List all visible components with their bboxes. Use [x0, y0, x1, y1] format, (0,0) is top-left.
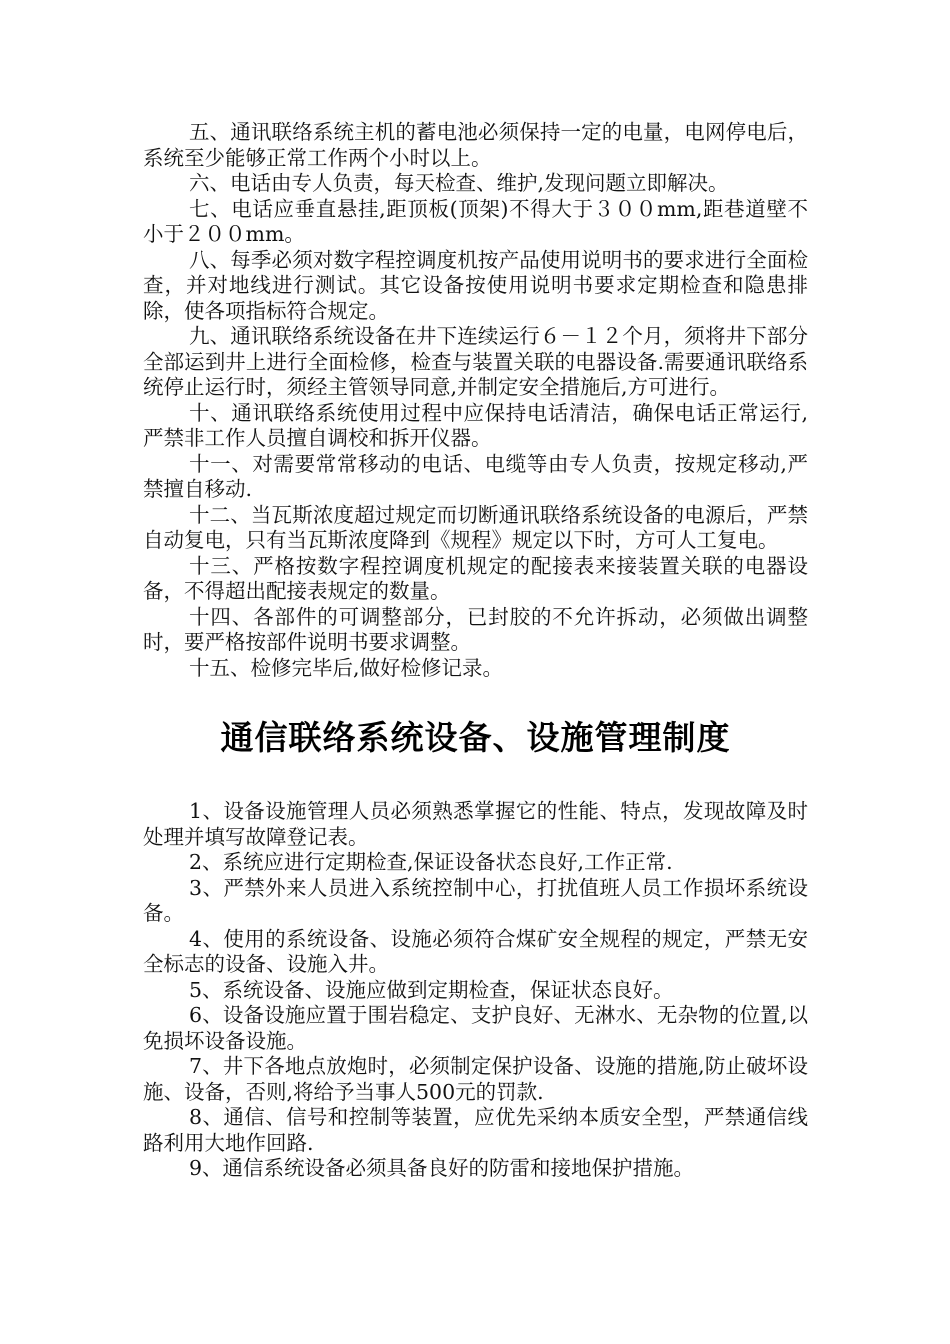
- paragraph: 十一、对需要常常移动的电话、电缆等由专人负责，按规定移动,严禁擅自移动.: [143, 451, 808, 501]
- paragraph: 3、严禁外来人员进入系统控制中心，打扰值班人员工作损坏系统设备。: [143, 875, 808, 925]
- paragraph: 7、井下各地点放炮时，必须制定保护设备、设施的措施,防止破坏设施、设备，否则,将给予当事人500元的罚款.: [143, 1054, 808, 1104]
- document-body: [143, 120, 808, 1182]
- paragraph: 八、每季必须对数字程控调度机按产品使用说明书的要求进行全面检查，并对地线进行测试。其它设备按使用说明书要求定期检查和隐患排除，使各项指标符合规定。: [143, 247, 808, 323]
- paragraph: 1、设备设施管理人员必须熟悉掌握它的性能、特点，发现故障及时处理并填写故障登记表。: [143, 799, 808, 849]
- paragraph: 8、通信、信号和控制等装置，应优先采纳本质安全型，严禁通信线路利用大地作回路.: [143, 1105, 808, 1155]
- paragraph: 6、设备设施应置于围岩稳定、支护良好、无淋水、无杂物的位置,以免损坏设备设施。: [143, 1003, 808, 1053]
- paragraph: 十三、严格按数字程控调度机规定的配接表来接装置关联的电器设备，不得超出配接表规定的数量。: [143, 553, 808, 603]
- paragraph: 4、使用的系统设备、设施必须符合煤矿安全规程的规定，严禁无安全标志的设备、设施入井。: [143, 926, 808, 976]
- paragraph: 5、系统设备、设施应做到定期检查，保证状态良好。: [189, 977, 674, 1002]
- section-title: 通信联络系统设备、设施管理制度: [220, 718, 731, 757]
- paragraph: 十、通讯联络系统使用过程中应保持电话清洁，确保电话正常运行,严禁非工作人员擅自调校和拆开仪器。: [143, 400, 808, 450]
- paragraph: 六、电话由专人负责，每天检查、维护,发现问题立即解决。: [189, 171, 729, 195]
- paragraph: 九、通讯联络系统设备在井下连续运行６－１２个月，须将井下部分全部运到井上进行全面检修，检查与装置关联的电器设备.需要通讯联络系统停止运行时，须经主管领导同意,并制定安全措施后,方可进行。: [143, 324, 808, 399]
- paragraph: 十二、当瓦斯浓度超过规定而切断通讯联络系统设备的电源后，严禁自动复电，只有当瓦斯浓度降到《规程》规定以下时，方可人工复电。: [143, 502, 808, 552]
- paragraph: 2、系统应进行定期检查,保证设备状态良好,工作正常.: [189, 850, 673, 874]
- paragraph: 五、通讯联络系统主机的蓄电池必须保持一定的电量，电网停电后，系统至少能够正常工作两个小时以上。: [143, 120, 808, 170]
- paragraph: 十四、各部件的可调整部分，已封胶的不允许拆动，必须做出调整时，要严格按部件说明书要求调整。: [143, 604, 808, 654]
- paragraph: 9、通信系统设备必须具备良好的防雷和接地保护措施。: [189, 1156, 695, 1180]
- paragraph: 十五、检修完毕后,做好检修记录。: [189, 655, 504, 680]
- paragraph: 七、电话应垂直悬挂,距顶板(顶架)不得大于３００mm,距巷道壁不小于２００mm。: [143, 196, 808, 246]
